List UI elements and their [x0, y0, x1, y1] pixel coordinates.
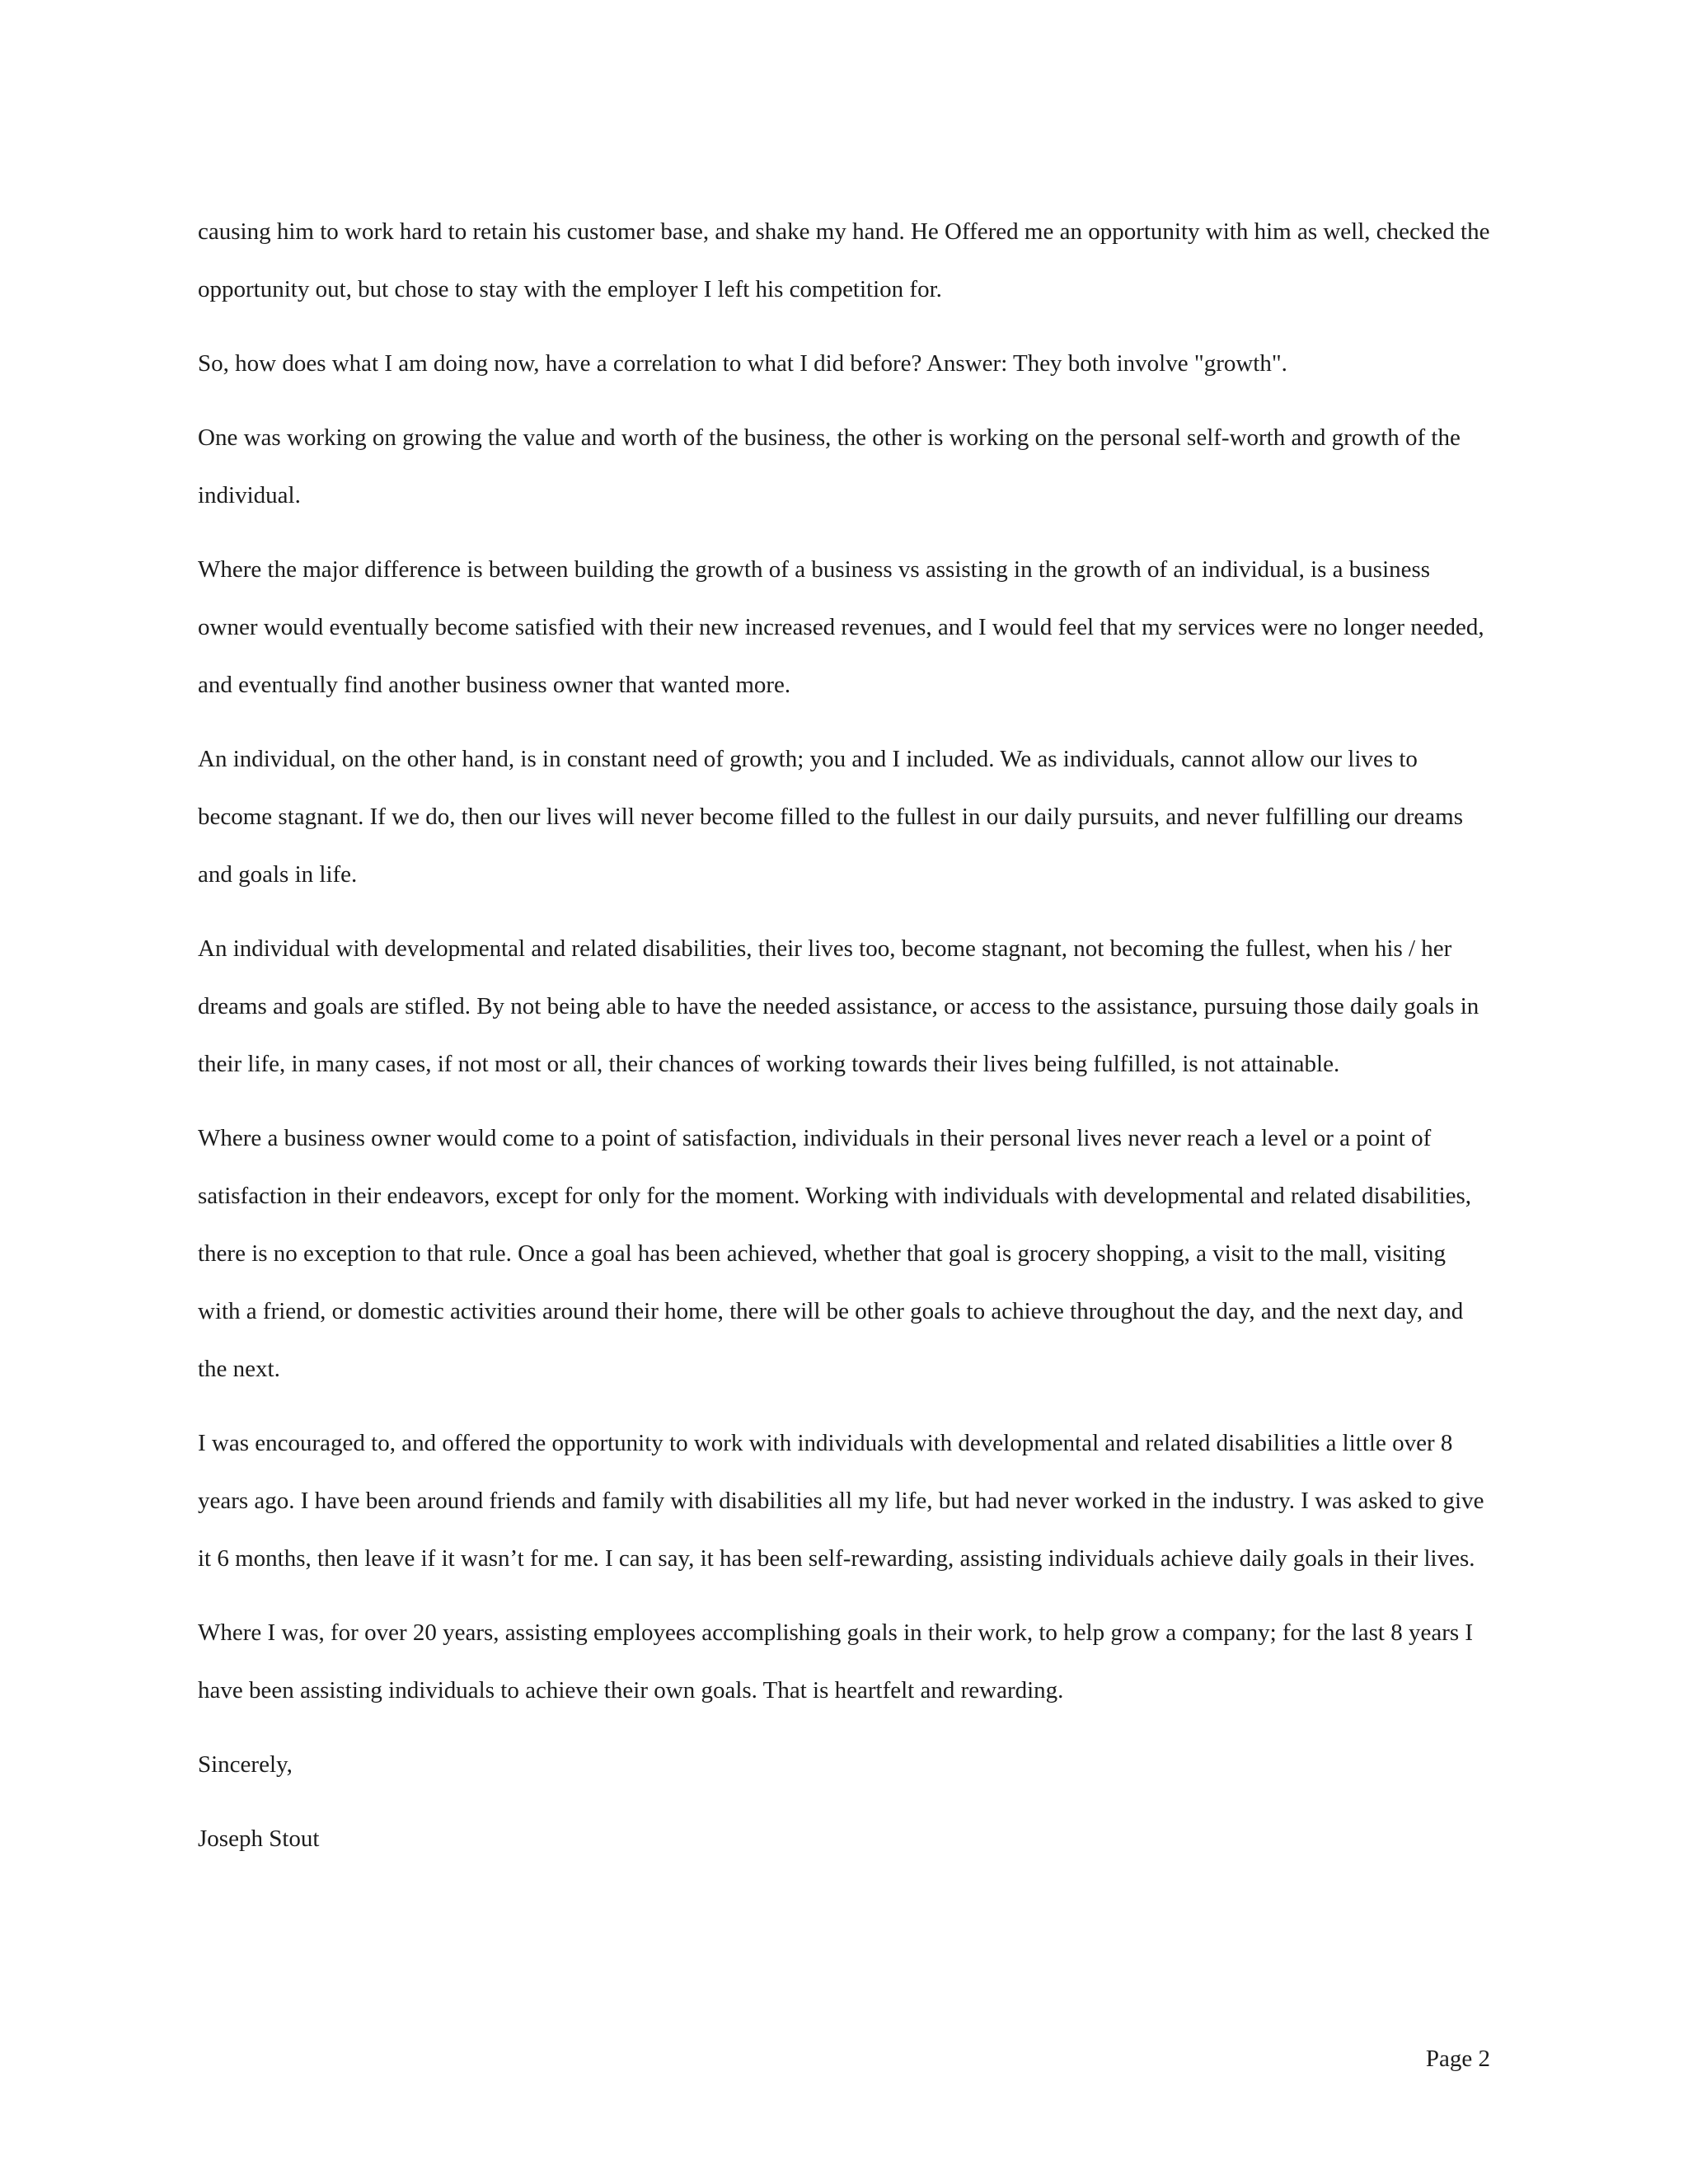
paragraph-1: causing him to work hard to retain his customer base, and shake my hand. He Offered me an opportunity with him as well, checked the opportunity out, but chose to stay with the employer I left his competition for. [198, 218, 1490, 302]
paragraph-7: Where a business owner would come to a point of satisfaction, individuals in their personal lives never reach a level or a point of satisfaction in their endeavors, except for only for the moment. Working with individuals with developmental and related disabilities, there is no exception to that rule. Once a goal has been achieved, whether that goal is grocery shopping, a visit to the mall, visiting with a friend, or domestic activities around their home, there will be other goals to achieve throughout the day, and the next day, and the next. [198, 1125, 1472, 1382]
paragraph-2: So, how does what I am doing now, have a correlation to what I did before? Answer: They both involve "growth". [198, 350, 1287, 377]
paragraph-6: An individual with developmental and related disabilities, their lives too, become stagnant, not becoming the fullest, when his / her dreams and goals are stifled. By not being able to have the needed assistance, or access to the assistance, pursuing those daily goals in their life, in many cases, if not most or all, their chances of working towards their lives being fulfilled, is not attainable. [198, 935, 1479, 1077]
signature-name: Joseph Stout [198, 1825, 320, 1852]
paragraph-9: Where I was, for over 20 years, assisting employees accomplishing goals in their work, to help grow a company; for the last 8 years I have been assisting individuals to achieve their own goals. That is heartfelt and rewarding. [198, 1619, 1474, 1704]
paragraph-3: One was working on growing the value and worth of the business, the other is working on the personal self-worth and growth of the individual. [198, 424, 1461, 509]
closing: Sincerely, [198, 1751, 293, 1778]
letter-body [198, 203, 1492, 1884]
paragraph-4: Where the major difference is between building the growth of a business vs assisting in the growth of an individual, is a business owner would eventually become satisfied with their new increased revenues, and I would feel that my services were no longer needed, and eventually find another business owner that wanted more. [198, 556, 1484, 698]
paragraph-5: An individual, on the other hand, is in constant need of growth; you and I included. We as individuals, cannot allow our lives to become stagnant. If we do, then our lives will never become filled to the fullest in our daily pursuits, and never fulfilling our dreams and goals in life. [198, 746, 1463, 888]
page-number: Page 2 [1425, 2046, 1490, 2072]
paragraph-8: I was encouraged to, and offered the opportunity to work with individuals with developmental and related disabilities a little over 8 years ago. I have been around friends and family with disabilities all my life, but had never worked in the industry. I was asked to give it 6 months, then leave if it wasn’t for me. I can say, it has been self-rewarding, assisting individuals achieve daily goals in their lives. [198, 1430, 1484, 1572]
